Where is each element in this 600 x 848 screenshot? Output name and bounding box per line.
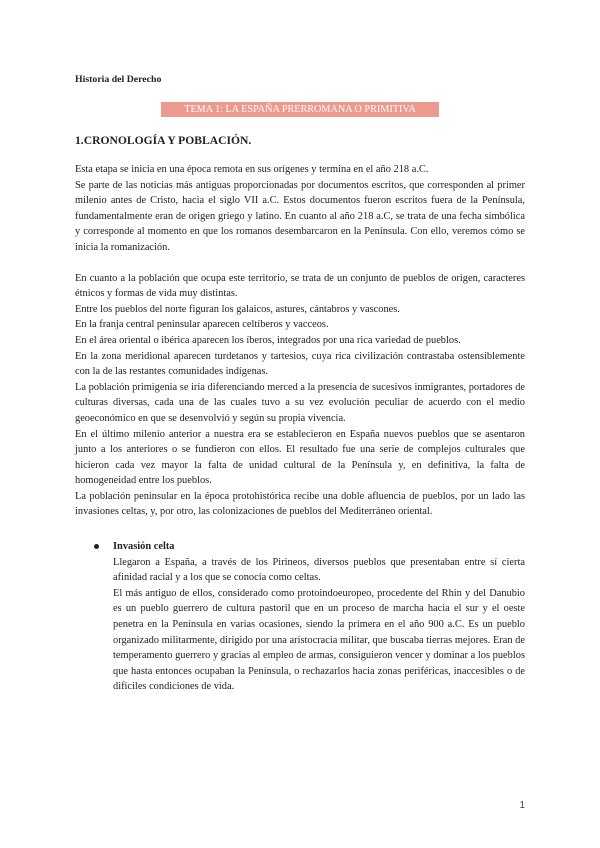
bullet-title: Invasión celta	[113, 541, 175, 553]
bullet-dot-icon	[94, 544, 99, 549]
paragraph: En cuanto a la población que ocupa este territorio, se trata de un conjunto de pueblos de origen, caracteres étnicos y formas de vida muy distintas.	[75, 272, 525, 300]
paragraph: Se parte de las noticias más antiguas proporcionadas por documentos escritos, que corresponden al primer milenio antes de Cristo, hacia el siglo VII a.C. Estos documentos fueron escritos fuera de la Península, fundamentalmente eran de origen griego y latino. En cuanto al año 218 a.C, se trata de una fecha simbólica y corresponde al momento en que los romanos desembarcaron en la Península. Con ello, veremos cómo se inicia la romanización.	[75, 179, 525, 253]
bullet-item	[75, 539, 525, 695]
paragraph: En el área oriental o ibérica aparecen los íberos, integrados por una rica variedad de pueblos.	[75, 334, 461, 346]
bullet-paragraph: El más antiguo de ellos, considerado como protoindoeuropeo, procedente del Rhin y del Danubio es un pueblo guerrero de cultura pastoril que en un proceso de marcha hacia el sur y el oeste penetra en la Península en varias ocasiones, siendo la primera en el año 900 a.C. Es un pueblo organizado militarmente, dirigido por una aristocracia militar, que buscaba tierras mejores. Eran de temperamento guerrero y gracias al empleo de armas, consiguieron vencer y dominar a los pueblos que hasta entonces ocupaban la Península, o rechazarlos hacia zonas periféricas, inaccesibles o de difíciles condiciones de vida.	[113, 587, 525, 693]
paragraph: La población primigenia se iría diferenciando merced a la presencia de sucesivos inmigrantes, portadores de culturas diversas, cada una de las cuales tuvo a su vez evolución peculiar de acuerdo con el medio geoeconómico en que se desenvolvió y según su propia vivencia.	[75, 381, 525, 424]
bullet-paragraph: Llegaron a España, a través de los Pirineos, diversos pueblos que presentaban entre sí cierta afinidad racial y a los que se conocía como celtas.	[113, 556, 525, 584]
paragraph: En la zona meridional aparecen turdetanos y tartesios, cuya rica civilización contrastaba ostensiblemente con la de las restantes comunidades indígenas.	[75, 350, 525, 378]
topic-banner: TEMA 1: LA ESPAÑA PRERROMANA O PRIMITIVA	[161, 102, 439, 117]
paragraph: La población peninsular en la época protohistórica recibe una doble afluencia de pueblos, por un lado las invasiones celtas, y, por otro, las colonizaciones de pueblos del Mediterráneo oriental.	[75, 490, 525, 518]
paragraph: Esta etapa se inicia en una época remota en sus orígenes y termina en el año 218 a.C.	[75, 164, 429, 175]
subject-title: Historia del Derecho	[75, 74, 162, 85]
document-body	[75, 162, 525, 695]
paragraph: En el último milenio anterior a nuestra era se establecieron en España nuevos pueblos que se asentaron junto a los anteriores o se fundieron con ellos. El resultado fue una serie de complejos culturales que hicieron cada vez mayor la falta de unidad cultural de la Península y, en definitiva, la falta de homogeneidad entre los pueblos.	[75, 428, 525, 487]
page-number: 1	[519, 800, 525, 811]
paragraph: Entre los pueblos del norte figuran los galaicos, astures, cántabros y vascones.	[75, 303, 400, 315]
section-heading: 1.CRONOLOGÍA Y POBLACIÓN.	[75, 134, 252, 147]
paragraph: En la franja central peninsular aparecen celtíberos y vacceos.	[75, 319, 329, 331]
